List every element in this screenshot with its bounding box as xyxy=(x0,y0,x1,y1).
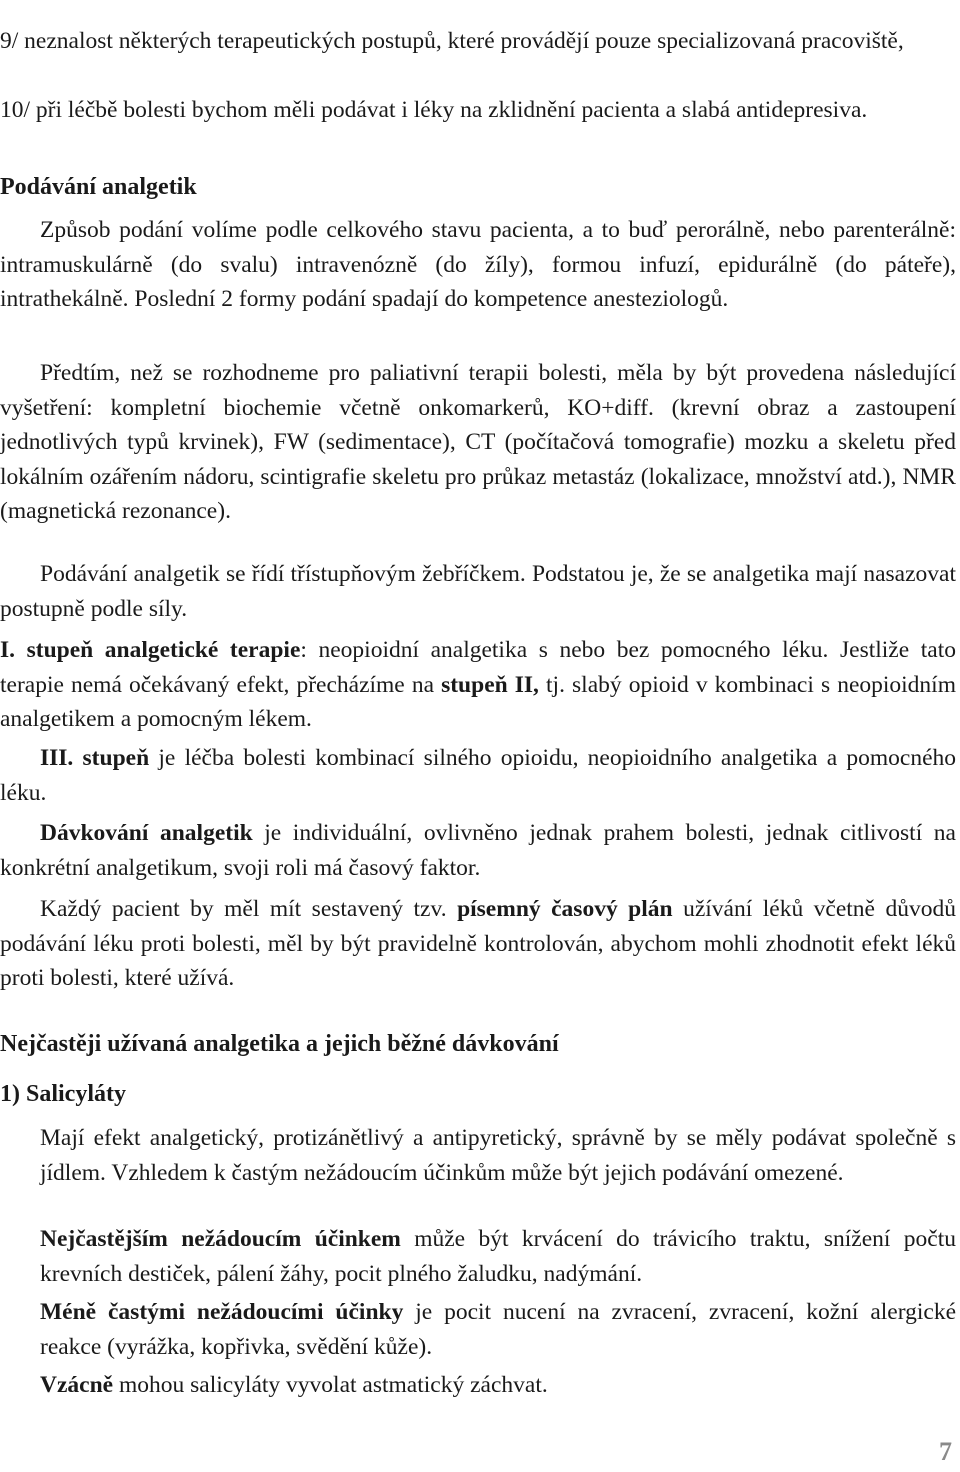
davkovani-label: Dávkování analgetik xyxy=(40,820,253,846)
vzacne-label: Vzácně xyxy=(40,1372,114,1398)
list-item-9: 9/ neznalost některých terapeutických postupů, které provádějí pouze specializovaná pracoviště, xyxy=(0,27,904,54)
section-heading-podavani: Podávání analgetik xyxy=(0,174,197,200)
stupen-1-label: I. stupeň analgetické terapie xyxy=(0,637,301,663)
stupen-3-label: III. stupeň xyxy=(40,745,150,771)
paragraph-casovy-plan: Každý pacient by měl mít sestavený tzv. písemný časový plán užívání léků včetně důvodů podávání léku proti bolesti, měl by být pravidelně kontrolován, abychom mohli zhodnotit efekt léků proti bolesti, které užívá. xyxy=(0,896,956,991)
nezadouci-ucinek-label: Nejčastějším nežádoucím účinkem xyxy=(40,1226,401,1252)
paragraph-mene-caste: Méně častými nežádoucími účinky je pocit nucení na zvracení, zvracení, kožní alergické reakce (vyrážka, kopřivka, svědění kůže). xyxy=(40,1299,957,1360)
mene-caste-label: Méně častými nežádoucími účinky xyxy=(40,1299,404,1325)
paragraph-stupen-3: III. stupeň je léčba bolesti kombinací silného opioidu, neopioidního analgetika a pomocného léku. xyxy=(0,745,957,806)
paragraph-zpusob-podani: Způsob podání volíme podle celkového stavu pacienta, a to buď perorálně, nebo parenterálně: intramuskulárně (do svalu) intravenózně (do žíly), formou infuzí, epidurálně (do páteře), intrathekálně. Poslední 2 formy podání spadají do kompetence anesteziologů. xyxy=(0,217,956,312)
sub-heading-salicylaty: 1) Salicyláty xyxy=(0,1081,126,1107)
page-number: 7 xyxy=(939,1437,952,1466)
section-heading-nejcasteji: Nejčastěji užívaná analgetika a jejich běžné dávkování xyxy=(0,1031,559,1057)
paragraph-salicylaty-efekt: Mají efekt analgetický, protizánětlivý a antipyretický, správně by se měly podávat společně s jídlem. Vzhledem k častým nežádoucím účinkům může být jejich podávání omezené. xyxy=(40,1125,956,1186)
stupen-2-label: stupeň II, xyxy=(441,671,539,698)
paragraph-zebricek: Podávání analgetik se řídí třístupňovým žebříčkem. Podstatou je, že se analgetika mají nasazovat postupně podle síly. xyxy=(0,561,956,622)
paragraph-nezadouci-ucinek: Nejčastějším nežádoucím účinkem může být krvácení do trávicího traktu, snížení počtu krevních destiček, pálení žáhy, pocit plného žaludku, nadýmání. xyxy=(40,1226,956,1287)
paragraph-stupen-1: I. stupeň analgetické terapie: neopioidní analgetika s nebo bez pomocného léku. Jestliže tato terapie nemá očekávaný efekt, přecházíme na stupeň II, tj. slabý opioid v kombinaci s neopioidním analgetikem a pomocným lékem. xyxy=(0,637,956,732)
paragraph-vzacne: Vzácně mohou salicyláty vyvolat astmatický záchvat. xyxy=(40,1372,548,1398)
casovy-plan-label: písemný časový plán xyxy=(457,896,673,922)
paragraph-davkovani: Dávkování analgetik je individuální, ovlivněno jednak prahem bolesti, jednak citlivostí na konkrétní analgetikum, svoji roli má časový faktor. xyxy=(0,820,956,881)
paragraph-predtim: Předtím, než se rozhodneme pro paliativní terapii bolesti, měla by být provedena následující vyšetření: kompletní biochemie včetně onkomarkerů, KO+diff. (krevní obraz a zastoupení jednotlivých typů krvinek), FW (sedimentace), CT (počítačová tomografie) mozku a skeletu před lokálním ozářením nádoru, scintigrafie skeletu pro průkaz metastáz (lokalizace, množství atd.), NMR (magnetická rezonance). xyxy=(0,360,956,524)
list-item-10: 10/ při léčbě bolesti bychom měli podávat i léky na zklidnění pacienta a slabá antidepresiva. xyxy=(0,96,868,123)
